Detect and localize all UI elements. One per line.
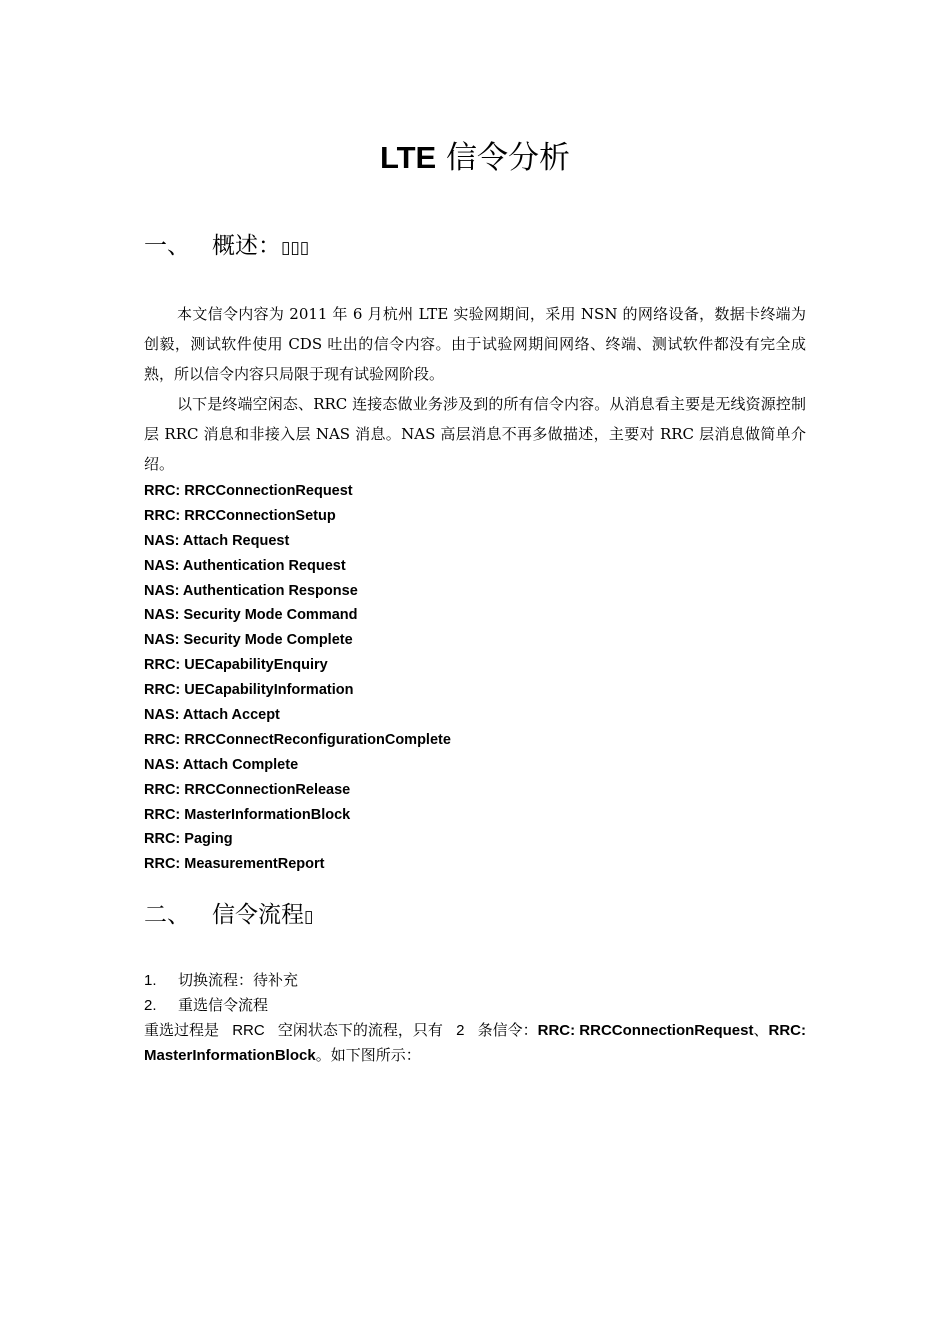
list-item: RRC: RRCConnectionRelease xyxy=(144,781,351,798)
list-item-number: 2. xyxy=(144,997,157,1014)
list-item-number: 1. xyxy=(144,972,157,989)
message-name: RRC: xyxy=(768,1022,806,1039)
text-run: 条信令： xyxy=(477,1021,538,1039)
list-item: RRC: MasterInformationBlock xyxy=(144,806,351,823)
section-title: 信令流程 xyxy=(212,902,304,928)
separator: 、 xyxy=(753,1021,769,1039)
section-title: 概述： xyxy=(212,233,281,259)
text-run: RRC xyxy=(232,1022,265,1039)
list-item: RRC: RRCConnectionSetup xyxy=(144,507,336,524)
list-item: NAS: Authentication Response xyxy=(144,582,358,599)
text-run: 。如下图所示： xyxy=(315,1046,421,1064)
list-item: NAS: Attach Request xyxy=(144,532,290,549)
list-item: NAS: Security Mode Command xyxy=(144,607,358,624)
list-item xyxy=(144,968,298,993)
list-item: NAS: Security Mode Complete xyxy=(144,632,353,649)
list-item: NAS: Authentication Request xyxy=(144,557,346,574)
text-run: 空闲状态下的流程，只有 xyxy=(277,1021,443,1039)
overview-paragraph-1: 本文信令内容为 2011 年 6 月杭州 LTE 实验网期间，采用 NSN 的网络设备，数据卡终端为创毅，测试软件使用 CDS 吐出的信令内容。由于试验网期间网络、终端、测试软件都没有完全成熟，所以信令内容只局限于现有试验网阶段。 xyxy=(144,305,806,383)
signaling-message-list xyxy=(144,479,451,877)
page-title-cjk: 信令分析 xyxy=(446,140,571,176)
placeholder-glyph: ▯ xyxy=(304,907,314,927)
list-item xyxy=(144,993,298,1018)
list-item: RRC: Paging xyxy=(144,831,233,848)
flow-list xyxy=(144,968,298,1018)
reselection-line-2 xyxy=(144,1043,806,1068)
reselection-paragraph xyxy=(144,1018,806,1068)
text-run: 重选过程是 xyxy=(144,1021,220,1039)
text-run: 2 xyxy=(456,1022,465,1039)
list-item: RRC: UECapabilityInformation xyxy=(144,682,354,699)
section-heading-overview xyxy=(144,230,309,264)
section-number: 二、 xyxy=(144,902,190,928)
section-heading-signaling-flow xyxy=(144,899,313,933)
list-item: RRC: MeasurementReport xyxy=(144,856,325,873)
list-item: NAS: Attach Accept xyxy=(144,707,280,724)
list-item: NAS: Attach Complete xyxy=(144,756,299,773)
message-name: RRC: RRCConnectionRequest xyxy=(537,1022,754,1039)
list-item: RRC: RRCConnectReconfigurationComplete xyxy=(144,731,451,748)
text-run xyxy=(478,1018,806,1043)
overview-paragraph-2: 以下是终端空闲态、RRC 连接态做业务涉及到的所有信令内容。从消息看主要是无线资源控制层 RRC 消息和非接入层 NAS 消息。NAS 高层消息不再多做描述，主要对 RRC 层消息做简单介绍。 xyxy=(144,395,806,473)
placeholder-glyphs: ▯▯▯ xyxy=(281,238,310,258)
reselection-line-1 xyxy=(144,1018,806,1043)
list-item: RRC: UECapabilityEnquiry xyxy=(144,657,328,674)
list-item: RRC: RRCConnectionRequest xyxy=(144,483,353,499)
section-number: 一、 xyxy=(144,233,190,259)
message-name: MasterInformationBlock xyxy=(144,1047,316,1064)
page-title xyxy=(0,136,950,180)
list-item-text: 切换流程：待补充 xyxy=(178,971,299,989)
list-item-text: 重选信令流程 xyxy=(178,996,269,1014)
page-title-latin: LTE xyxy=(379,140,437,175)
